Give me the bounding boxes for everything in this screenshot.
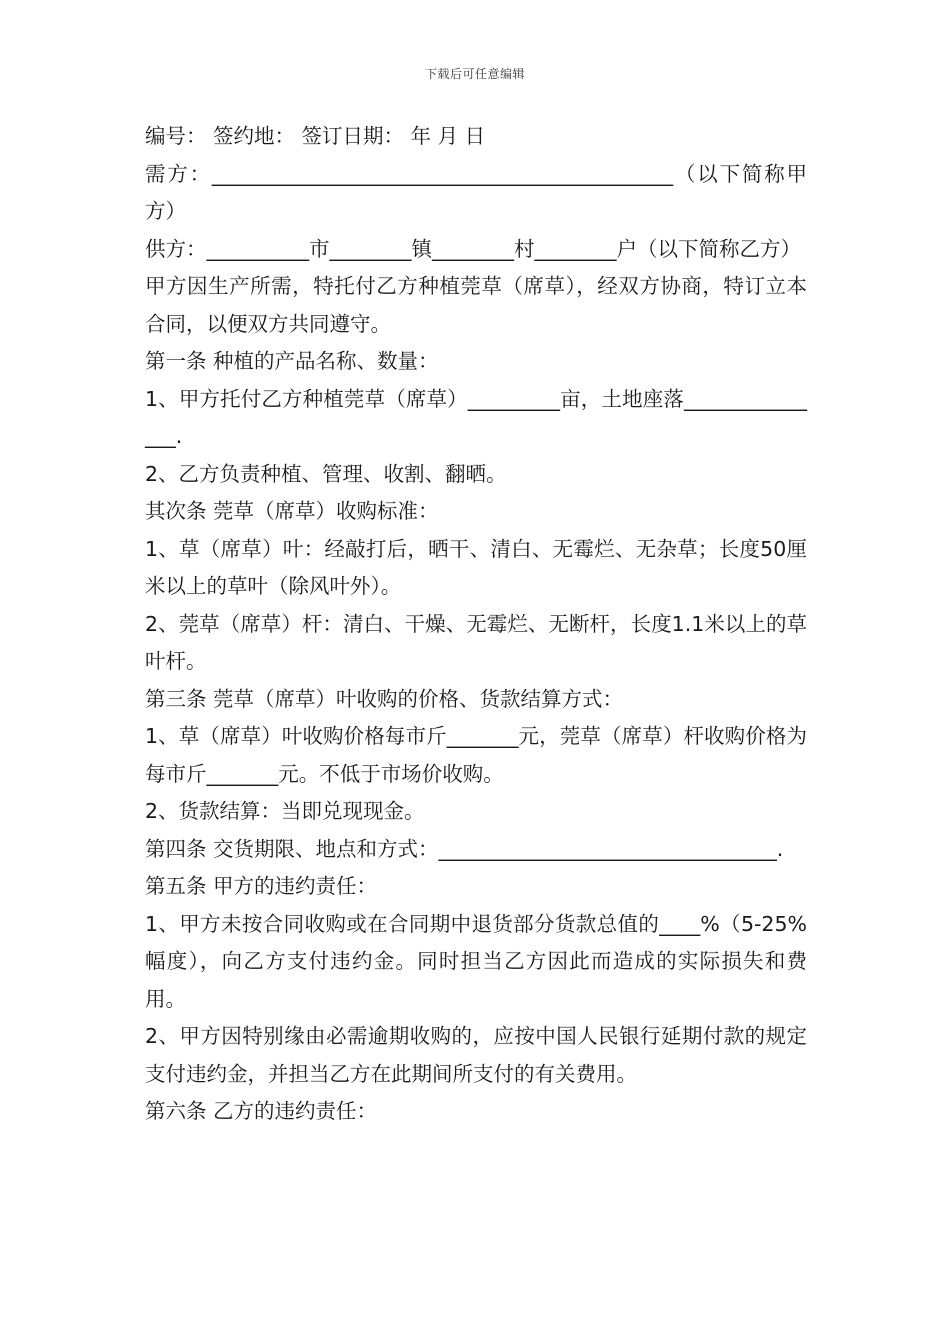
party-b-line: 供方：__________市________镇________村________户（以下简称乙方） — [145, 236, 801, 261]
document-body — [145, 118, 807, 1131]
party-a-line: 需方：_____________________________________________（以下简称甲方） — [145, 161, 807, 223]
page-header: 下载后可任意编辑 — [424, 67, 525, 81]
article-1-item-2: 2、乙方负责种植、管理、收割、翻晒。 — [145, 461, 507, 486]
article-5-item-2: 2、甲方因特别缘由必需逾期收购的，应按中国人民银行延期付款的规定支付违约金，并担当乙方在此期间所支付的有关费用。 — [145, 1024, 807, 1086]
contract-intro: 甲方因生产所需，特托付乙方种植莞草（席草），经双方协商，特订立本合同，以便双方共同遵守。 — [145, 274, 807, 336]
article-5-item-1: 1、甲方未按合同收购或在合同期中退货部分货款总值的____%（5-25%幅度），向乙方支付违约金。同时担当乙方因此而造成的实际损失和费用。 — [145, 911, 807, 1011]
article-6-heading: 第六条 乙方的违约责任： — [145, 1099, 378, 1123]
article-2-heading: 其次条 莞草（席草）收购标准： — [145, 499, 439, 523]
article-3-heading: 第三条 莞草（席草）叶收购的价格、货款结算方式： — [145, 686, 624, 711]
article-1-item-1: 1、甲方托付乙方种植莞草（席草）_________亩，土地座落_______________. — [145, 386, 807, 448]
article-3-item-2: 2、货款结算：当即兑现现金。 — [145, 799, 425, 823]
article-4-heading: 第四条 交货期限、地点和方式：_________________________________. — [145, 836, 784, 861]
article-5-heading: 第五条 甲方的违约责任： — [145, 874, 378, 898]
article-3-item-1: 1、草（席草）叶收购价格每市斤_______元，莞草（席草）杆收购价格为每市斤_______元。不低于市场价收购。 — [145, 724, 807, 786]
contract-meta-line: 编号： 签约地： 签订日期： 年 月 日 — [145, 124, 486, 148]
article-2-item-2: 2、莞草（席草）杆：清白、干燥、无霉烂、无断杆，长度1.1米以上的草叶杆。 — [145, 611, 807, 673]
article-1-heading: 第一条 种植的产品名称、数量： — [145, 349, 439, 373]
article-2-item-1: 1、草（席草）叶：经敲打后，晒干、清白、无霉烂、无杂草；长度50厘米以上的草叶（除风叶外）。 — [145, 536, 807, 598]
